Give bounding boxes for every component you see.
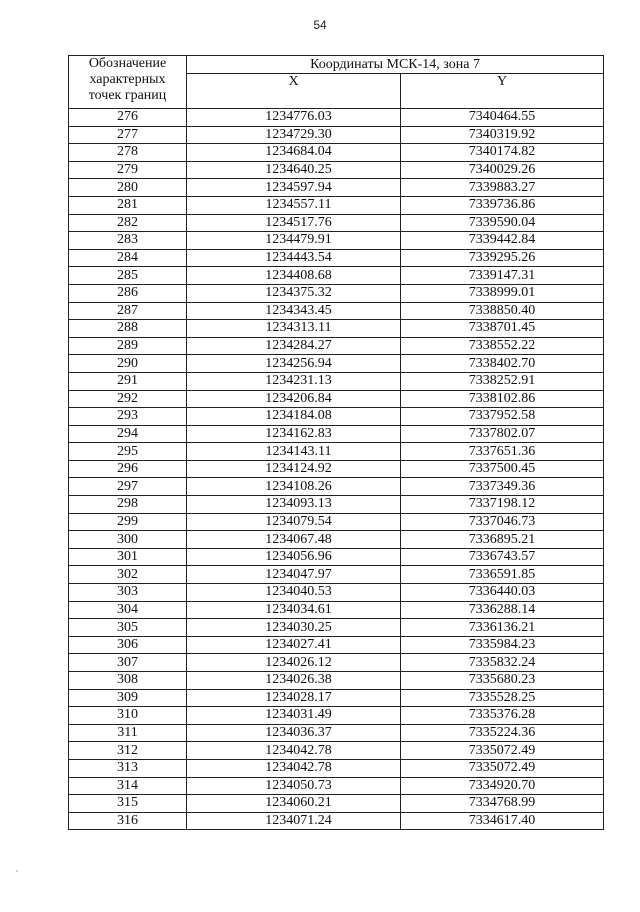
- y-coordinate-cell: 7335528.25: [401, 689, 604, 707]
- scan-speck: [16, 870, 18, 872]
- point-id-cell: 300: [69, 531, 187, 549]
- table-header: [69, 56, 604, 109]
- y-coordinate-cell: 7336440.03: [401, 584, 604, 602]
- y-coordinate-cell: 7339883.27: [401, 179, 604, 197]
- table-row: [69, 214, 604, 232]
- y-coordinate-cell: 7339147.31: [401, 267, 604, 285]
- point-id-cell: 313: [69, 759, 187, 777]
- x-coordinate-cell: 1234028.17: [187, 689, 401, 707]
- y-coordinate-cell: 7335984.23: [401, 636, 604, 654]
- x-coordinate-cell: 1234067.48: [187, 531, 401, 549]
- point-id-cell: 284: [69, 249, 187, 267]
- x-coordinate-cell: 1234343.45: [187, 302, 401, 320]
- y-coordinate-cell: 7338999.01: [401, 284, 604, 302]
- y-coordinate-cell: 7335224.36: [401, 724, 604, 742]
- x-coordinate-cell: 1234030.25: [187, 619, 401, 637]
- x-column-header: X: [187, 74, 401, 109]
- x-coordinate-cell: 1234027.41: [187, 636, 401, 654]
- point-id-cell: 285: [69, 267, 187, 285]
- point-id-cell: 294: [69, 425, 187, 443]
- table-row: [69, 408, 604, 426]
- point-id-cell: 305: [69, 619, 187, 637]
- x-coordinate-cell: 1234231.13: [187, 372, 401, 390]
- point-id-cell: 280: [69, 179, 187, 197]
- coordinate-system-header: Координаты МСК-14, зона 7: [187, 56, 604, 74]
- point-label-header: [69, 56, 187, 109]
- y-coordinate-cell: 7336591.85: [401, 566, 604, 584]
- point-id-cell: 303: [69, 584, 187, 602]
- point-label-line-2: характерных: [89, 72, 166, 87]
- table-row: [69, 196, 604, 214]
- x-coordinate-cell: 1234313.11: [187, 320, 401, 338]
- table-row: [69, 795, 604, 813]
- x-coordinate-cell: 1234557.11: [187, 196, 401, 214]
- point-id-cell: 295: [69, 443, 187, 461]
- point-id-cell: 297: [69, 478, 187, 496]
- x-coordinate-cell: 1234060.21: [187, 795, 401, 813]
- point-id-cell: 298: [69, 496, 187, 514]
- table-row: [69, 601, 604, 619]
- y-coordinate-cell: 7337198.12: [401, 496, 604, 514]
- table-row: [69, 478, 604, 496]
- point-id-cell: 304: [69, 601, 187, 619]
- table-row: [69, 337, 604, 355]
- table-row: [69, 513, 604, 531]
- x-coordinate-cell: 1234184.08: [187, 408, 401, 426]
- x-coordinate-cell: 1234047.97: [187, 566, 401, 584]
- point-id-cell: 306: [69, 636, 187, 654]
- y-coordinate-cell: 7337802.07: [401, 425, 604, 443]
- y-coordinate-cell: 7337349.36: [401, 478, 604, 496]
- y-coordinate-cell: 7340319.92: [401, 126, 604, 144]
- table-row: [69, 126, 604, 144]
- table-row: [69, 443, 604, 461]
- y-coordinate-cell: 7335072.49: [401, 742, 604, 760]
- table-row: [69, 777, 604, 795]
- y-coordinate-cell: 7337651.36: [401, 443, 604, 461]
- y-coordinate-cell: 7340029.26: [401, 161, 604, 179]
- y-coordinate-cell: 7338252.91: [401, 372, 604, 390]
- table-row: [69, 548, 604, 566]
- point-id-cell: 291: [69, 372, 187, 390]
- point-id-cell: 301: [69, 548, 187, 566]
- y-coordinate-cell: 7336895.21: [401, 531, 604, 549]
- y-coordinate-cell: 7338102.86: [401, 390, 604, 408]
- point-id-cell: 302: [69, 566, 187, 584]
- point-id-cell: 287: [69, 302, 187, 320]
- x-coordinate-cell: 1234143.11: [187, 443, 401, 461]
- y-coordinate-cell: 7335680.23: [401, 672, 604, 690]
- x-coordinate-cell: 1234729.30: [187, 126, 401, 144]
- table-row: [69, 496, 604, 514]
- point-id-cell: 308: [69, 672, 187, 690]
- table-row: [69, 161, 604, 179]
- table-row: [69, 689, 604, 707]
- x-coordinate-cell: 1234040.53: [187, 584, 401, 602]
- table-body: [69, 109, 604, 830]
- y-coordinate-cell: 7340464.55: [401, 109, 604, 127]
- table-row: [69, 267, 604, 285]
- y-coordinate-cell: 7335832.24: [401, 654, 604, 672]
- point-id-cell: 282: [69, 214, 187, 232]
- x-coordinate-cell: 1234162.83: [187, 425, 401, 443]
- table-row: [69, 759, 604, 777]
- x-coordinate-cell: 1234034.61: [187, 601, 401, 619]
- point-id-cell: 292: [69, 390, 187, 408]
- y-coordinate-cell: 7338850.40: [401, 302, 604, 320]
- x-coordinate-cell: 1234056.96: [187, 548, 401, 566]
- x-coordinate-cell: 1234042.78: [187, 759, 401, 777]
- x-coordinate-cell: 1234093.13: [187, 496, 401, 514]
- point-id-cell: 312: [69, 742, 187, 760]
- table-row: [69, 425, 604, 443]
- y-coordinate-cell: 7339442.84: [401, 232, 604, 250]
- y-coordinate-cell: 7340174.82: [401, 144, 604, 162]
- point-id-cell: 278: [69, 144, 187, 162]
- table-row: [69, 619, 604, 637]
- y-coordinate-cell: 7335376.28: [401, 707, 604, 725]
- y-coordinate-cell: 7337952.58: [401, 408, 604, 426]
- table-row: [69, 372, 604, 390]
- y-coordinate-cell: 7338402.70: [401, 355, 604, 373]
- y-column-header: Y: [401, 74, 604, 109]
- table-row: [69, 584, 604, 602]
- table-row: [69, 460, 604, 478]
- point-id-cell: 314: [69, 777, 187, 795]
- y-coordinate-cell: 7334920.70: [401, 777, 604, 795]
- point-id-cell: 296: [69, 460, 187, 478]
- point-id-cell: 309: [69, 689, 187, 707]
- y-coordinate-cell: 7336743.57: [401, 548, 604, 566]
- x-coordinate-cell: 1234375.32: [187, 284, 401, 302]
- point-id-cell: 311: [69, 724, 187, 742]
- x-coordinate-cell: 1234206.84: [187, 390, 401, 408]
- x-coordinate-cell: 1234408.68: [187, 267, 401, 285]
- x-coordinate-cell: 1234036.37: [187, 724, 401, 742]
- table-row: [69, 249, 604, 267]
- y-coordinate-cell: 7336136.21: [401, 619, 604, 637]
- x-coordinate-cell: 1234079.54: [187, 513, 401, 531]
- y-coordinate-cell: 7334768.99: [401, 795, 604, 813]
- table-row: [69, 232, 604, 250]
- point-id-cell: 289: [69, 337, 187, 355]
- x-coordinate-cell: 1234256.94: [187, 355, 401, 373]
- y-coordinate-cell: 7335072.49: [401, 759, 604, 777]
- table-row: [69, 636, 604, 654]
- point-id-cell: 286: [69, 284, 187, 302]
- y-coordinate-cell: 7337500.45: [401, 460, 604, 478]
- point-label-line-1: Обозначение: [88, 56, 167, 71]
- y-coordinate-cell: 7338552.22: [401, 337, 604, 355]
- y-coordinate-cell: 7336288.14: [401, 601, 604, 619]
- x-coordinate-cell: 1234042.78: [187, 742, 401, 760]
- table-row: [69, 724, 604, 742]
- table-row: [69, 672, 604, 690]
- point-id-cell: 299: [69, 513, 187, 531]
- table-row: [69, 390, 604, 408]
- x-coordinate-cell: 1234640.25: [187, 161, 401, 179]
- point-id-cell: 310: [69, 707, 187, 725]
- y-coordinate-cell: 7337046.73: [401, 513, 604, 531]
- x-coordinate-cell: 1234443.54: [187, 249, 401, 267]
- x-coordinate-cell: 1234108.26: [187, 478, 401, 496]
- x-coordinate-cell: 1234684.04: [187, 144, 401, 162]
- table-row: [69, 179, 604, 197]
- point-id-cell: 281: [69, 196, 187, 214]
- table-row: [69, 144, 604, 162]
- y-coordinate-cell: 7339295.26: [401, 249, 604, 267]
- table-row: [69, 566, 604, 584]
- x-coordinate-cell: 1234479.91: [187, 232, 401, 250]
- x-coordinate-cell: 1234026.12: [187, 654, 401, 672]
- coordinates-table: [68, 55, 604, 830]
- table-row: [69, 812, 604, 830]
- table-row: [69, 320, 604, 338]
- point-id-cell: 279: [69, 161, 187, 179]
- x-coordinate-cell: 1234050.73: [187, 777, 401, 795]
- y-coordinate-cell: 7339736.86: [401, 196, 604, 214]
- table-row: [69, 654, 604, 672]
- x-coordinate-cell: 1234517.76: [187, 214, 401, 232]
- x-coordinate-cell: 1234031.49: [187, 707, 401, 725]
- point-id-cell: 276: [69, 109, 187, 127]
- y-coordinate-cell: 7338701.45: [401, 320, 604, 338]
- x-coordinate-cell: 1234071.24: [187, 812, 401, 830]
- point-id-cell: 307: [69, 654, 187, 672]
- point-id-cell: 293: [69, 408, 187, 426]
- point-label-line-3: точек границ: [88, 88, 167, 103]
- x-coordinate-cell: 1234776.03: [187, 109, 401, 127]
- page-number: 54: [313, 18, 327, 32]
- point-id-cell: 315: [69, 795, 187, 813]
- x-coordinate-cell: 1234124.92: [187, 460, 401, 478]
- table-row: [69, 109, 604, 127]
- y-coordinate-cell: 7334617.40: [401, 812, 604, 830]
- x-coordinate-cell: 1234597.94: [187, 179, 401, 197]
- point-id-cell: 290: [69, 355, 187, 373]
- table-row: [69, 742, 604, 760]
- point-id-cell: 288: [69, 320, 187, 338]
- table-row: [69, 707, 604, 725]
- point-id-cell: 283: [69, 232, 187, 250]
- table-row: [69, 284, 604, 302]
- point-id-cell: 316: [69, 812, 187, 830]
- y-coordinate-cell: 7339590.04: [401, 214, 604, 232]
- table-row: [69, 531, 604, 549]
- table-row: [69, 302, 604, 320]
- x-coordinate-cell: 1234026.38: [187, 672, 401, 690]
- point-id-cell: 277: [69, 126, 187, 144]
- table-row: [69, 355, 604, 373]
- x-coordinate-cell: 1234284.27: [187, 337, 401, 355]
